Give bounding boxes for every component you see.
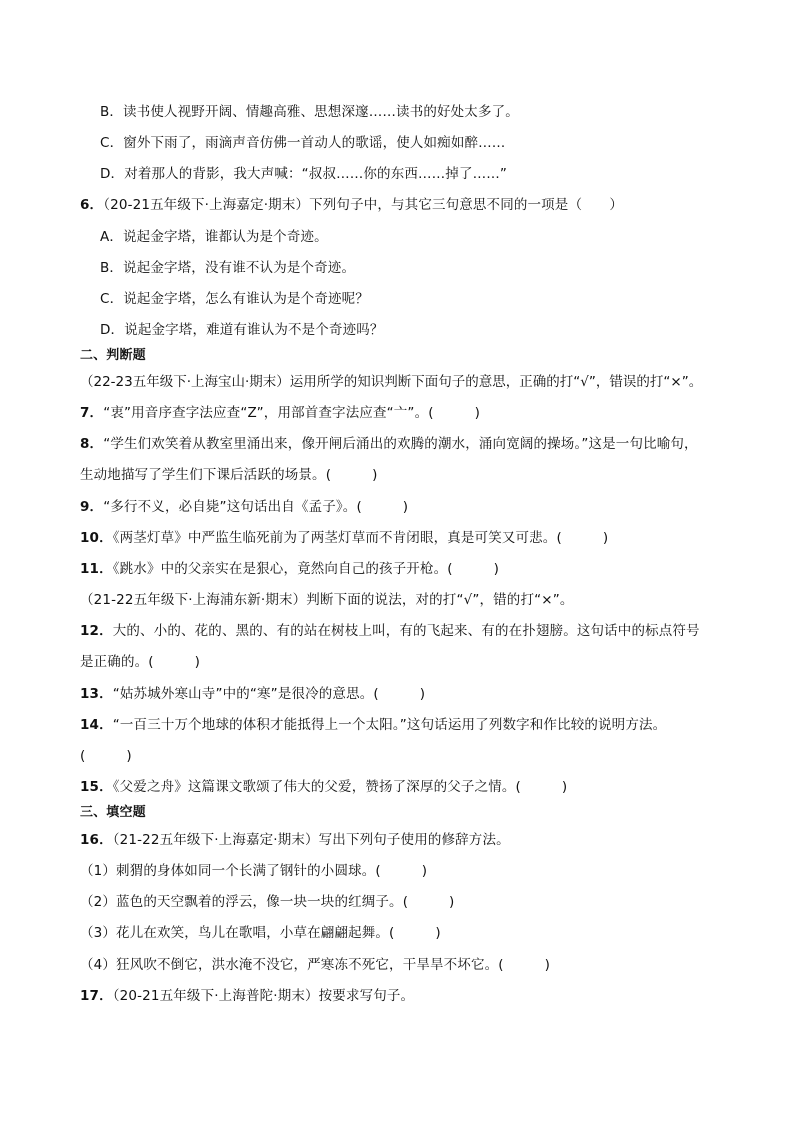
option-6b: B．说起金字塔，没有谁不认为是个奇迹。: [100, 260, 356, 276]
question-12: [80, 621, 734, 641]
question-11: [80, 559, 734, 579]
option-6d: D．说起金字塔，难道有谁认为不是个奇迹吗？: [100, 322, 384, 338]
question-number: 8．: [80, 436, 104, 452]
question-9: [80, 497, 734, 517]
option-6b-prev: B．读书使人视野开阔、情趣高雅、思想深邃……读书的好处太多了。: [100, 104, 519, 120]
question-text: （20-21五年级下·上海普陀·期末）按要求写句子。: [112, 988, 415, 1004]
question-7: [80, 403, 734, 423]
question-number: 16．: [80, 832, 113, 848]
question-text: “多行不义，必自毙”这句话出自《孟子》。( ): [103, 499, 409, 515]
question-12-cont: 是正确的。( ): [80, 654, 201, 670]
question-number: 7．: [80, 405, 104, 421]
option-c-prev: C．窗外下雨了，雨滴声音仿佛一首动人的歌谣，使人如痴如醉……: [100, 135, 506, 151]
question-13: [80, 684, 734, 704]
question-16-1: （1）刺猬的身体如同一个长满了钢针的小圆球。( ): [80, 863, 428, 879]
question-number: 10．: [80, 530, 113, 546]
question-14: [80, 715, 734, 735]
question-6: [80, 195, 734, 215]
question-number: 15．: [80, 779, 113, 795]
question-number: 14．: [80, 717, 113, 733]
question-10: [80, 528, 734, 548]
question-16-2: （2）蓝色的天空飘着的浮云，像一块一块的红绸子。( ): [80, 894, 455, 910]
question-text: 大的、小的、花的、黑的、有的站在树枝上叫，有的飞起来、有的在扑翅膀。这句话中的标点符号: [112, 623, 700, 639]
option-6c: C．说起金字塔，怎么有谁认为是个奇迹呢？: [100, 291, 369, 307]
question-number: 9．: [80, 499, 104, 515]
question-number: 11．: [80, 561, 113, 577]
question-text: “衷”用音序查字法应查“Z”，用部首查字法应查“亠”。( ): [103, 405, 481, 421]
question-text: “一百三十万个地球的体积才能抵得上一个太阳。”这句话运用了列数字和作比较的说明方法。: [112, 717, 667, 733]
question-16-4: （4）狂风吹不倒它，洪水淹不没它，严寒冻不死它，干旱旱不坏它。( ): [80, 957, 551, 973]
section-heading-fill: 三、填空题: [80, 805, 146, 820]
question-text: 《两茎灯草》中严监生临死前为了两茎灯草而不肯闭眼，真是可笑又可悲。( ): [112, 530, 609, 546]
question-16: [80, 830, 734, 850]
question-15: [80, 777, 734, 797]
question-number: 13．: [80, 686, 113, 702]
question-17: [80, 986, 734, 1006]
question-number: 12．: [80, 623, 113, 639]
instruction-judge-2: （21-22五年级下·上海浦东新·期末）判断下面的说法，对的打“√”，错的打“×”。: [80, 592, 574, 608]
question-16-3: （3）花儿在欢笑，鸟儿在歌唱，小草在翩翩起舞。( ): [80, 925, 441, 941]
question-text: “姑苏城外寒山寺”中的“寒”是很冷的意思。( ): [112, 686, 426, 702]
instruction-judge-1: （22-23五年级下·上海宝山·期末）运用所学的知识判断下面句子的意思，正确的打“√”，错误的打“×”。: [80, 374, 703, 390]
question-text: 《父爱之舟》这篇课文歌颂了伟大的父爱，赞扬了深厚的父子之情。( ): [112, 779, 568, 795]
question-number: 17．: [80, 988, 113, 1004]
question-text: 《跳水》中的父亲实在是狠心，竟然向自己的孩子开枪。( ): [112, 561, 500, 577]
question-8: [80, 434, 734, 454]
question-number: 6．: [80, 197, 104, 213]
option-6a: A．说起金字塔，谁都认为是个奇迹。: [100, 229, 328, 245]
question-8-cont: 生动地描写了学生们下课后活跃的场景。( ): [80, 467, 378, 483]
option-d-prev: D．对着那人的背影，我大声喊：“叔叔……你的东西……掉了……”: [100, 166, 508, 182]
question-text: （20-21五年级下·上海嘉定·期末）下列句子中，与其它三句意思不同的一项是（ ）: [103, 197, 624, 213]
question-text: （21-22五年级下·上海嘉定·期末）写出下列句子使用的修辞方法。: [112, 832, 510, 848]
question-14-cont: ( ): [80, 748, 132, 764]
section-heading-judge: 二、判断题: [80, 348, 146, 363]
question-text: “学生们欢笑着从教室里涌出来，像开闸后涌出的欢腾的潮水，涌向宽阔的操场。”这是一句比喻句，: [103, 436, 698, 452]
